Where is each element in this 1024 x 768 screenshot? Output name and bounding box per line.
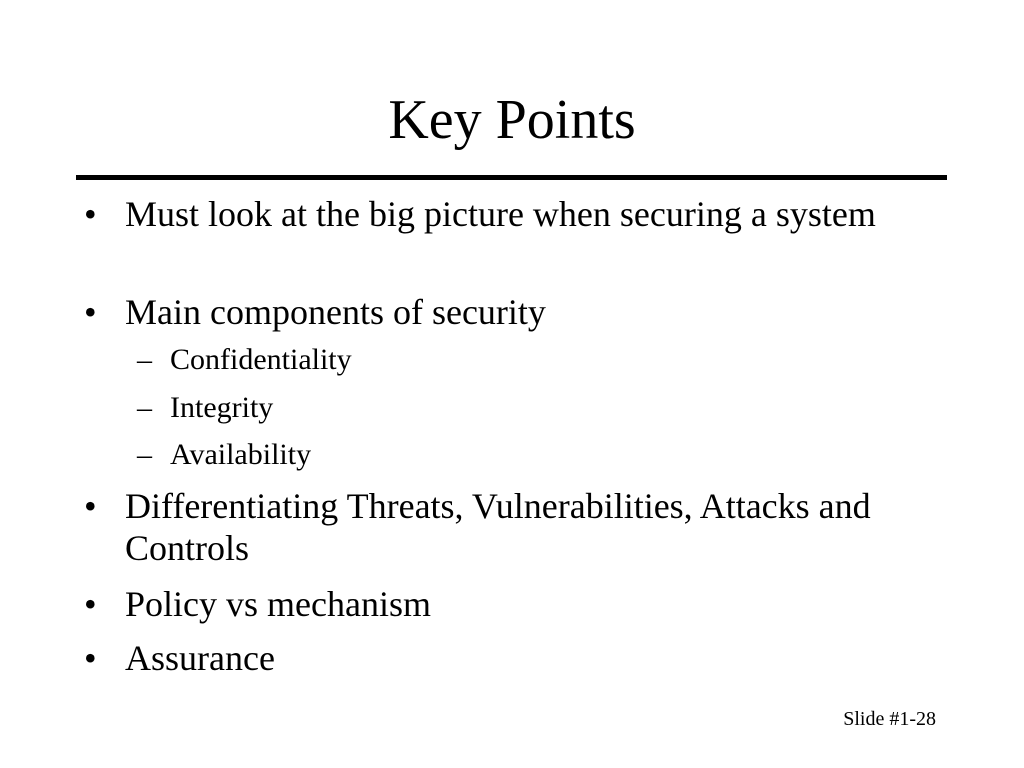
bullet-text: Differentiating Threats, Vulnerabilities, Attacks and Controls	[125, 486, 871, 568]
sub-bullet-marker: –	[137, 343, 152, 376]
slide-title: Key Points	[388, 89, 636, 151]
title-underline	[76, 175, 947, 180]
slide-number: Slide #1-28	[843, 708, 936, 730]
bullet-text: Policy vs mechanism	[125, 584, 431, 624]
bullet-marker: •	[84, 194, 97, 234]
bullet-text: Main components of security	[125, 292, 546, 332]
bullet-text: Must look at the big picture when securing a system	[125, 194, 876, 234]
sub-bullet-text: Availability	[170, 438, 312, 471]
bullet-marker: •	[84, 638, 97, 678]
bullet-text: Assurance	[125, 638, 275, 678]
sub-bullet-marker: –	[137, 391, 152, 424]
bullet-marker: •	[84, 486, 97, 526]
bullet-marker: •	[84, 292, 97, 332]
sub-bullet-marker: –	[137, 438, 152, 471]
sub-bullet-text: Integrity	[170, 391, 274, 424]
sub-bullet-text: Confidentiality	[170, 343, 352, 376]
bullet-marker: •	[84, 584, 97, 624]
